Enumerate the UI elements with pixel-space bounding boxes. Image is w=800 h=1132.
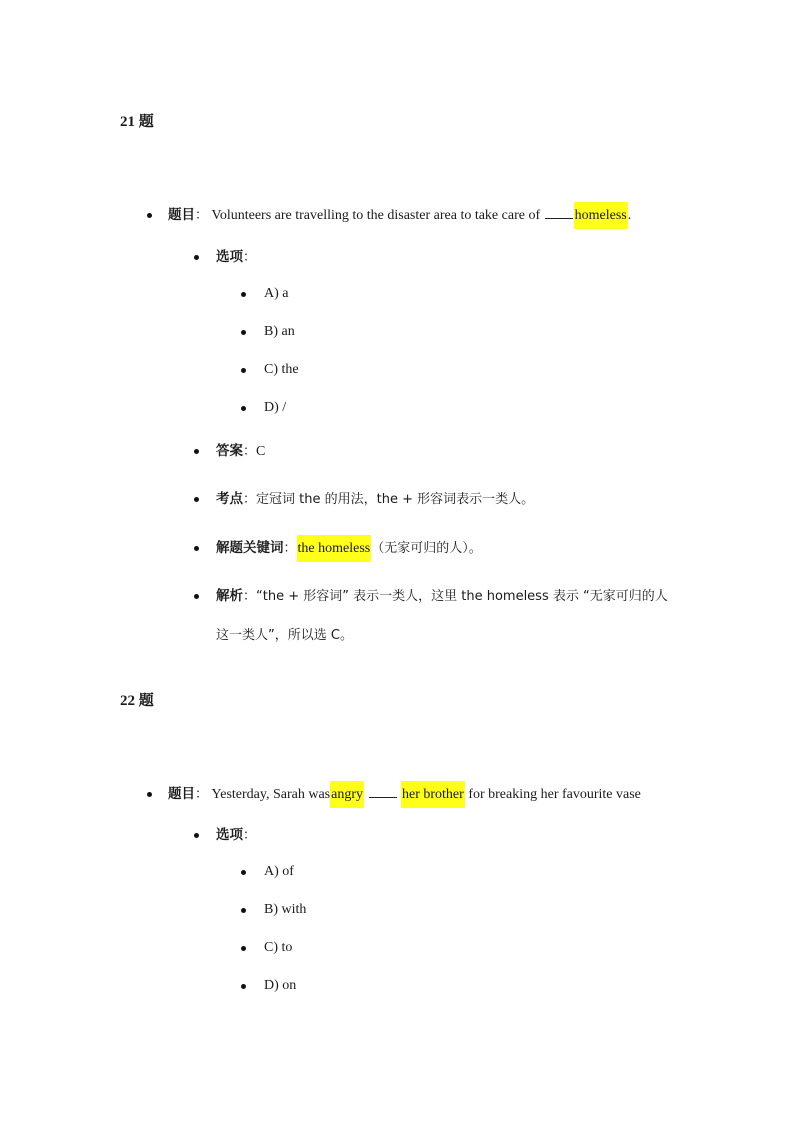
answer-row: 答案：C bbox=[216, 443, 266, 459]
question-21-heading: 21 题 bbox=[120, 114, 154, 130]
answer-blank bbox=[545, 206, 573, 219]
keyword-label: 解题关键词 bbox=[216, 540, 284, 556]
question-text: Yesterday, Sarah was bbox=[211, 787, 331, 802]
options-label: 选项 bbox=[216, 249, 243, 265]
option-c: C) to bbox=[264, 940, 293, 955]
question-end: . bbox=[627, 208, 632, 223]
highlight-angry: angry bbox=[330, 781, 364, 808]
bullet-icon bbox=[194, 449, 199, 454]
point-row: 考点：定冠词 the 的用法，the + 形容词表示一类人。 bbox=[216, 491, 535, 507]
options-label: 选项 bbox=[216, 827, 243, 843]
highlight-homeless: homeless bbox=[574, 202, 628, 229]
option-d: D) / bbox=[264, 400, 287, 415]
question-text: Volunteers are travelling to the disaster area to take care of bbox=[211, 208, 541, 223]
point-label: 考点 bbox=[216, 491, 243, 507]
point-text: 定冠词 the 的用法，the + 形容词表示一类人。 bbox=[256, 492, 535, 507]
answer-value: C bbox=[256, 444, 266, 459]
keyword-text: （无家可归的人）。 bbox=[371, 541, 482, 556]
bullet-icon bbox=[194, 594, 199, 599]
bullet-icon bbox=[241, 292, 246, 297]
bullet-icon bbox=[147, 213, 152, 218]
bullet-icon bbox=[194, 497, 199, 502]
options-heading: 选项： bbox=[216, 827, 257, 843]
keyword-row: 解题关键词：the homeless（无家可归的人）。 bbox=[216, 538, 482, 559]
option-a: A) a bbox=[264, 286, 289, 301]
question-22-heading: 22 题 bbox=[120, 693, 154, 709]
keyword-highlight: the homeless bbox=[297, 535, 372, 562]
answer-label: 答案 bbox=[216, 443, 243, 459]
analysis-label: 解析 bbox=[216, 588, 243, 604]
question-end: for breaking her favourite vase bbox=[468, 787, 641, 802]
analysis-line-2: 这一类人”，所以选 C。 bbox=[216, 628, 353, 643]
bullet-icon bbox=[241, 406, 246, 411]
bullet-icon bbox=[241, 984, 246, 989]
bullet-icon bbox=[241, 908, 246, 913]
bullet-icon bbox=[241, 946, 246, 951]
bullet-icon bbox=[241, 330, 246, 335]
option-a: A) of bbox=[264, 864, 294, 879]
analysis-line-1: “the + 形容词” 表示一类人，这里 the homeless 表示 “无家可归的人 bbox=[256, 589, 668, 604]
analysis-row: 解析：“the + 形容词” 表示一类人，这里 the homeless 表示 “无家可归的人 bbox=[216, 588, 668, 604]
bullet-icon bbox=[241, 870, 246, 875]
question-label: 题目 bbox=[168, 786, 195, 802]
options-heading: 选项： bbox=[216, 249, 257, 265]
option-d: D) on bbox=[264, 978, 297, 993]
question-label: 题目 bbox=[168, 207, 195, 223]
bullet-icon bbox=[194, 546, 199, 551]
bullet-icon bbox=[147, 792, 152, 797]
option-c: C) the bbox=[264, 362, 299, 377]
question-22-prompt: 题目： Yesterday, Sarah wasangry her brother for breaking her favourite vase bbox=[168, 784, 641, 805]
option-b: B) with bbox=[264, 902, 307, 917]
bullet-icon bbox=[194, 833, 199, 838]
answer-blank bbox=[369, 785, 397, 798]
highlight-her-brother: her brother bbox=[401, 781, 465, 808]
bullet-icon bbox=[194, 255, 199, 260]
option-b: B) an bbox=[264, 324, 295, 339]
bullet-icon bbox=[241, 368, 246, 373]
question-21-prompt: 题目： Volunteers are travelling to the disaster area to take care of homeless. bbox=[168, 205, 631, 226]
